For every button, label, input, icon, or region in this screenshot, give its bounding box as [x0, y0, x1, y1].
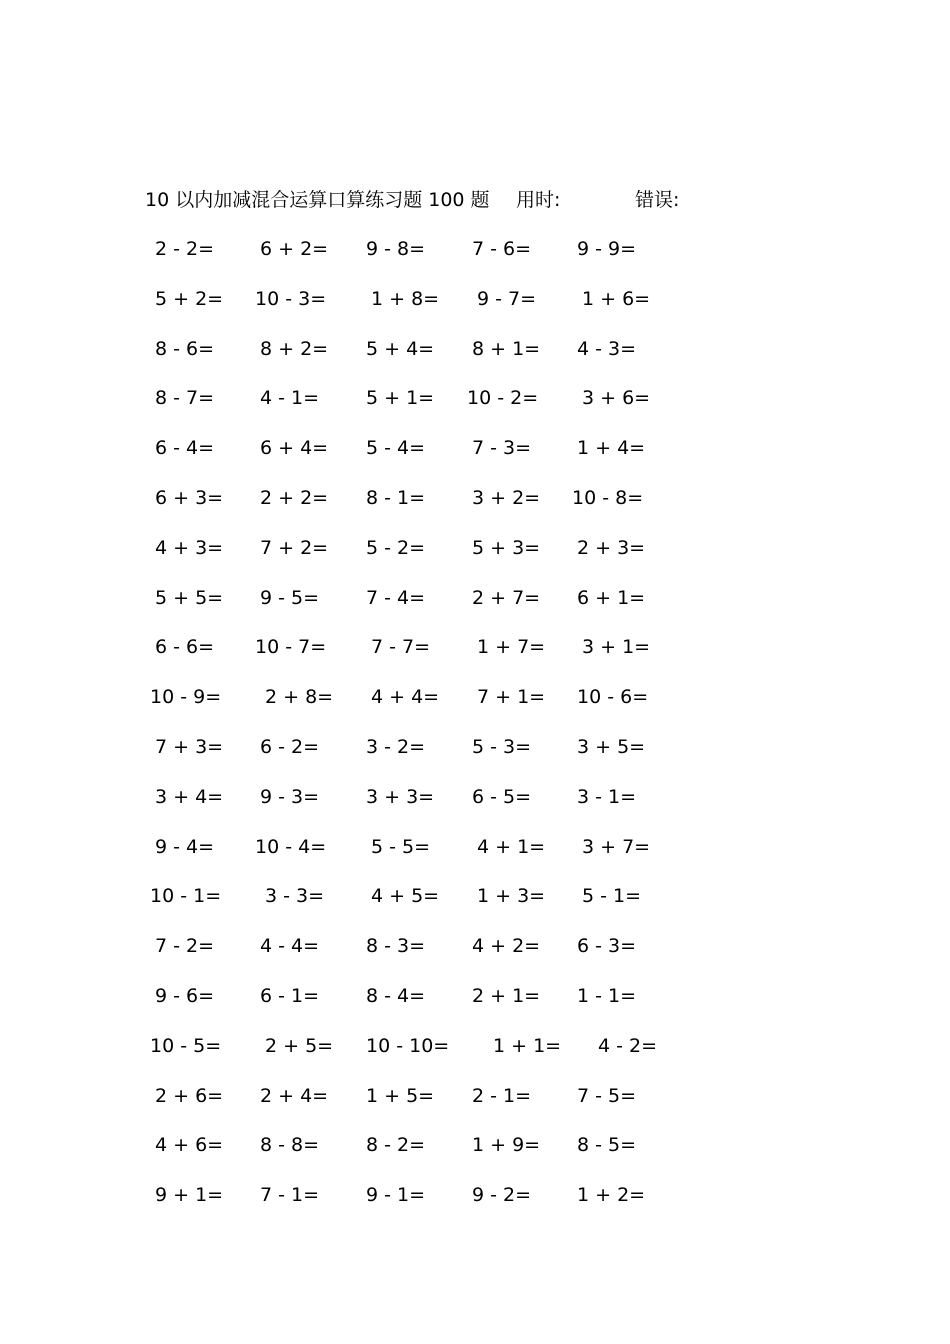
arithmetic-problem: 9 - 4=: [155, 835, 215, 858]
arithmetic-problem: 1 + 9=: [472, 1134, 541, 1157]
arithmetic-problem: 5 + 3=: [472, 536, 541, 559]
arithmetic-problem: 7 - 7=: [371, 636, 431, 659]
arithmetic-problem: 5 + 4=: [366, 337, 435, 360]
problem-row: [0, 782, 950, 832]
arithmetic-problem: 3 - 2=: [366, 735, 426, 758]
problem-row: [0, 1081, 950, 1131]
problem-row: [0, 533, 950, 583]
arithmetic-problem: 6 + 3=: [155, 486, 224, 509]
arithmetic-problem: 8 - 8=: [260, 1134, 320, 1157]
arithmetic-problem: 6 - 1=: [260, 984, 320, 1007]
arithmetic-problem: 2 + 8=: [265, 686, 334, 709]
arithmetic-problem: 9 - 6=: [155, 984, 215, 1007]
arithmetic-problem: 1 + 4=: [577, 437, 646, 460]
arithmetic-problem: 5 - 1=: [582, 885, 642, 908]
arithmetic-problem: 4 + 1=: [477, 835, 546, 858]
arithmetic-problem: 4 + 6=: [155, 1134, 224, 1157]
arithmetic-problem: 4 + 2=: [472, 935, 541, 958]
arithmetic-problem: 8 - 6=: [155, 337, 215, 360]
arithmetic-problem: 6 + 4=: [260, 437, 329, 460]
arithmetic-problem: 5 + 2=: [155, 287, 224, 310]
arithmetic-problem: 9 - 2=: [472, 1184, 532, 1207]
arithmetic-problem: 7 - 1=: [260, 1184, 320, 1207]
arithmetic-problem: 2 + 2=: [260, 486, 329, 509]
arithmetic-problem: 3 + 3=: [366, 785, 435, 808]
arithmetic-problem: 1 + 8=: [371, 287, 440, 310]
arithmetic-problem: 8 - 3=: [366, 935, 426, 958]
arithmetic-problem: 4 - 1=: [260, 387, 320, 410]
arithmetic-problem: 5 - 3=: [472, 735, 532, 758]
problem-grid: [0, 234, 950, 1230]
arithmetic-problem: 10 - 10=: [366, 1034, 450, 1057]
arithmetic-problem: 8 - 1=: [366, 486, 426, 509]
arithmetic-problem: 9 - 1=: [366, 1184, 426, 1207]
arithmetic-problem: 1 + 2=: [577, 1184, 646, 1207]
arithmetic-problem: 4 - 4=: [260, 935, 320, 958]
problem-row: [0, 1031, 950, 1081]
arithmetic-problem: 3 + 4=: [155, 785, 224, 808]
time-used-label: 用时:: [516, 189, 561, 211]
arithmetic-problem: 7 - 3=: [472, 437, 532, 460]
arithmetic-problem: 1 - 1=: [577, 984, 637, 1007]
problem-row: [0, 234, 950, 284]
arithmetic-problem: 7 - 2=: [155, 935, 215, 958]
arithmetic-problem: 7 - 5=: [577, 1084, 637, 1107]
problem-row: [0, 383, 950, 433]
arithmetic-problem: 3 + 5=: [577, 735, 646, 758]
arithmetic-problem: 9 - 5=: [260, 586, 320, 609]
arithmetic-problem: 2 + 4=: [260, 1084, 329, 1107]
arithmetic-problem: 4 - 2=: [598, 1034, 658, 1057]
arithmetic-problem: 10 - 3=: [255, 287, 327, 310]
arithmetic-problem: 2 - 2=: [155, 238, 215, 260]
problem-row: [0, 583, 950, 633]
arithmetic-problem: 6 - 2=: [260, 735, 320, 758]
arithmetic-problem: 8 + 2=: [260, 337, 329, 360]
arithmetic-problem: 10 - 2=: [467, 387, 539, 410]
problem-row: [0, 682, 950, 732]
arithmetic-problem: 2 + 7=: [472, 586, 541, 609]
problem-row: [0, 931, 950, 981]
arithmetic-problem: 7 + 3=: [155, 735, 224, 758]
problem-row: [0, 1130, 950, 1180]
arithmetic-problem: 10 - 7=: [255, 636, 327, 659]
arithmetic-problem: 8 + 1=: [472, 337, 541, 360]
arithmetic-problem: 7 + 1=: [477, 686, 546, 709]
arithmetic-problem: 10 - 1=: [150, 885, 222, 908]
worksheet-title: 10 以内加减混合运算口算练习题 100 题: [145, 189, 490, 211]
arithmetic-problem: 1 + 1=: [493, 1034, 562, 1057]
arithmetic-problem: 9 - 8=: [366, 238, 426, 260]
arithmetic-problem: 10 - 5=: [150, 1034, 222, 1057]
arithmetic-problem: 1 + 6=: [582, 287, 651, 310]
arithmetic-problem: 5 + 5=: [155, 586, 224, 609]
arithmetic-problem: 5 + 1=: [366, 387, 435, 410]
arithmetic-problem: 3 - 3=: [265, 885, 325, 908]
arithmetic-problem: 3 + 1=: [582, 636, 651, 659]
arithmetic-problem: 6 - 5=: [472, 785, 532, 808]
arithmetic-problem: 2 - 1=: [472, 1084, 532, 1107]
arithmetic-problem: 6 - 6=: [155, 636, 215, 659]
problem-row: [0, 981, 950, 1031]
problem-row: [0, 832, 950, 882]
arithmetic-problem: 10 - 6=: [577, 686, 649, 709]
problem-row: [0, 632, 950, 682]
arithmetic-problem: 3 + 6=: [582, 387, 651, 410]
arithmetic-problem: 5 - 5=: [371, 835, 431, 858]
arithmetic-problem: 6 - 4=: [155, 437, 215, 460]
arithmetic-problem: 4 + 4=: [371, 686, 440, 709]
error-count-label: 错误:: [635, 189, 680, 211]
arithmetic-problem: 8 - 2=: [366, 1134, 426, 1157]
problem-row: [0, 732, 950, 782]
arithmetic-problem: 2 + 3=: [577, 536, 646, 559]
arithmetic-problem: 9 - 7=: [477, 287, 537, 310]
arithmetic-problem: 9 + 1=: [155, 1184, 224, 1207]
arithmetic-problem: 1 + 3=: [477, 885, 546, 908]
arithmetic-problem: 8 - 7=: [155, 387, 215, 410]
problem-row: [0, 1180, 950, 1230]
problem-row: [0, 433, 950, 483]
arithmetic-problem: 3 - 1=: [577, 785, 637, 808]
arithmetic-problem: 7 - 6=: [472, 238, 532, 260]
arithmetic-problem: 7 + 2=: [260, 536, 329, 559]
arithmetic-problem: 1 + 5=: [366, 1084, 435, 1107]
arithmetic-problem: 5 - 2=: [366, 536, 426, 559]
arithmetic-problem: 4 + 3=: [155, 536, 224, 559]
arithmetic-problem: 2 + 5=: [265, 1034, 334, 1057]
arithmetic-problem: 2 + 6=: [155, 1084, 224, 1107]
arithmetic-problem: 3 + 7=: [582, 835, 651, 858]
arithmetic-problem: 4 + 5=: [371, 885, 440, 908]
arithmetic-problem: 5 - 4=: [366, 437, 426, 460]
arithmetic-problem: 8 - 5=: [577, 1134, 637, 1157]
arithmetic-problem: 8 - 4=: [366, 984, 426, 1007]
arithmetic-problem: 3 + 2=: [472, 486, 541, 509]
arithmetic-problem: 9 - 9=: [577, 238, 637, 260]
arithmetic-problem: 9 - 3=: [260, 785, 320, 808]
arithmetic-problem: 10 - 8=: [572, 486, 644, 509]
arithmetic-problem: 10 - 4=: [255, 835, 327, 858]
arithmetic-problem: 6 + 2=: [260, 238, 329, 260]
problem-row: [0, 881, 950, 931]
problem-row: [0, 483, 950, 533]
arithmetic-problem: 2 + 1=: [472, 984, 541, 1007]
arithmetic-problem: 6 + 1=: [577, 586, 646, 609]
arithmetic-problem: 1 + 7=: [477, 636, 546, 659]
arithmetic-problem: 6 - 3=: [577, 935, 637, 958]
arithmetic-problem: 10 - 9=: [150, 686, 222, 709]
problem-row: [0, 334, 950, 384]
arithmetic-problem: 7 - 4=: [366, 586, 426, 609]
arithmetic-problem: 4 - 3=: [577, 337, 637, 360]
problem-row: [0, 284, 950, 334]
